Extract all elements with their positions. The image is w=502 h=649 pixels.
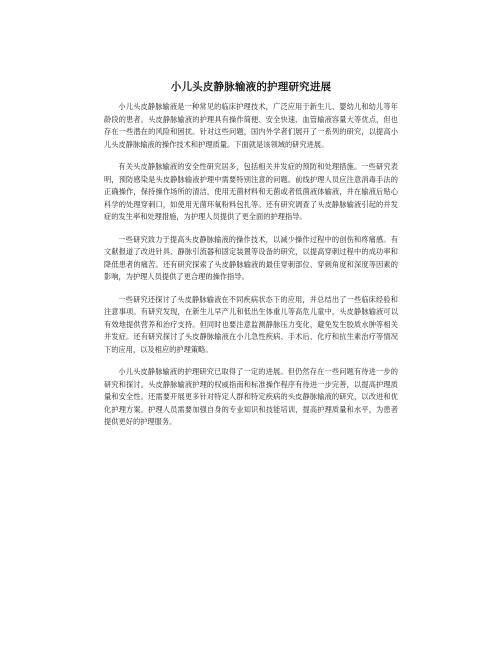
paragraph-3: 一些研究致力于提高头皮静脉输液的操作技术，以减少操作过程中的创伤和疼痛感。有文献报道了改进针具、静脉引流器和固定装置等设备的研究，以提高穿刺过程中的成功率和降低患者的痛苦。还有研究探索了头皮静脉输液的最佳穿刺部位、穿刺角度和深度等因素的影响，为护理人员提供了更合理的操作指导。 <box>104 234 398 281</box>
document-title: 小儿头皮静脉输液的护理研究进展 <box>170 81 332 93</box>
paragraph-5: 小儿头皮静脉输液的护理研究已取得了一定的进展。但仍然存在一些问题有待进一步的研究和探讨。头皮静脉输液护理的权威指南和标准操作程序有待进一步完善，以提高护理质量和安全性。还需要开展更多针对特定人群和特定疾病的头皮静脉输液的研究，以改进和优化护理方案。护理人员需要加强自身的专业知识和技能培训，提高护理质量和水平，为患者提供更好的护理服务。 <box>104 367 398 426</box>
document-body <box>104 101 398 439</box>
paragraph-4: 一些研究还探讨了头皮静脉输液在不同疾病状态下的应用，并总结出了一些临床经验和注意事项。有研究发现，在新生儿早产儿和低出生体重儿等高危儿童中，头皮静脉输液可以有效地提供营养和治疗支持。但同时也要注意监测静脉压力变化，避免发生胶质水肿等相关并发症。还有研究探讨了头皮静脉输液在小儿急性疾病、手术后、化疗和抗生素治疗等情况下的应用，以及相应的护理策略。 <box>104 294 398 354</box>
paragraph-1: 小儿头皮静脉输液是一种常见的临床护理技术，广泛应用于新生儿、婴幼儿和幼儿等年龄段的患者。头皮静脉输液的护理具有操作简便、安全快速、血管输液容量大等优点，但也存在一些潜在的风险和困扰。针对这些问题，国内外学者们展开了一系列的研究，以提高小儿头皮静脉输液的操作技术和护理质量。下面就是该领域的研究进展。 <box>104 102 398 149</box>
paragraph-2: 有关头皮静脉输液的安全性研究居多，包括相关并发症的预防和处理措施。一些研究表明，预防感染是头皮静脉输液护理中需要特别注意的问题。前线护理人员应注意消毒手法的正确操作，保持操作场所的清洁，使用无菌材料和无菌或者低菌液体输液，并在输液后贴心科学的处理穿刺口，如使用无菌环氧粉料包扎等。还有研究调查了头皮静脉输液引起的并发症的发生率和处理措施，为护理人员提供了更全面的护理指导。 <box>104 162 398 221</box>
